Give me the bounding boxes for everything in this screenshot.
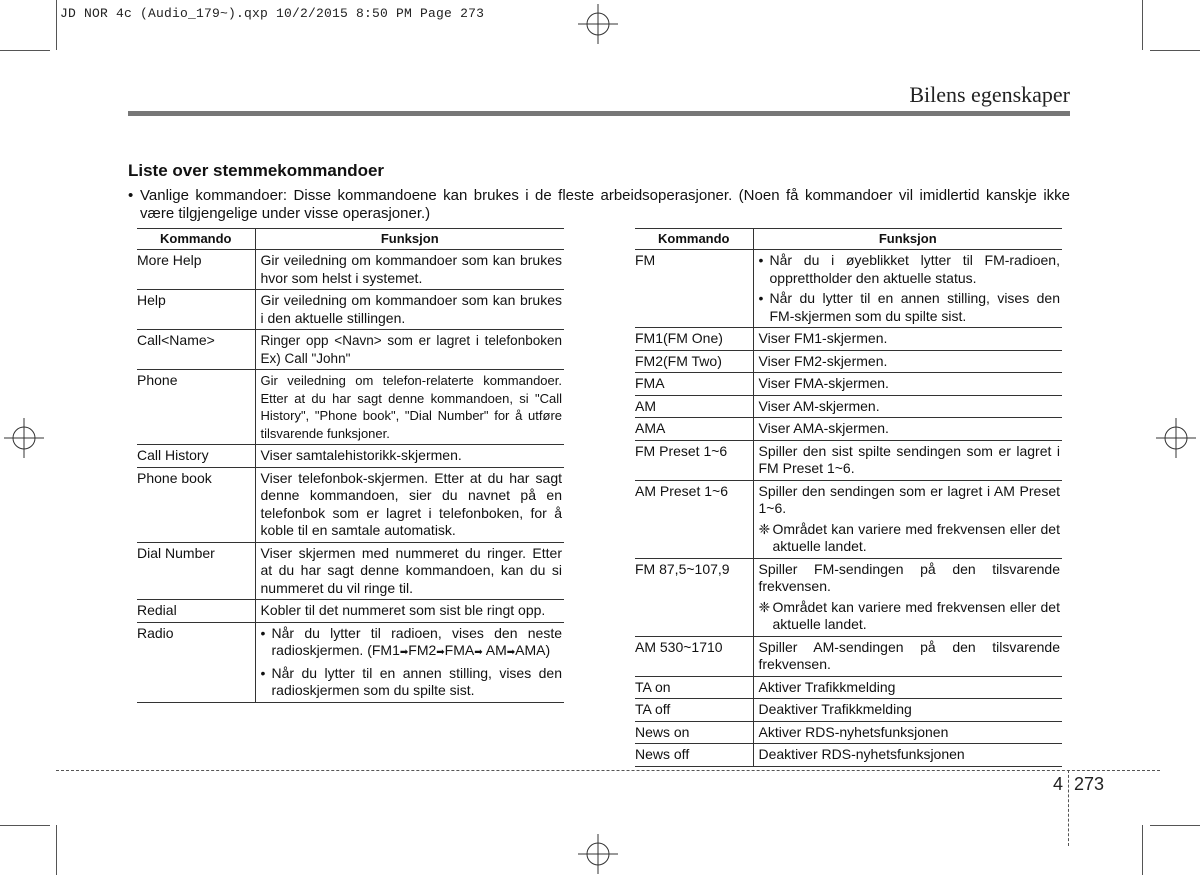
table-row bbox=[137, 600, 564, 623]
command-cell: AMA bbox=[635, 418, 753, 441]
column-header-command: Kommando bbox=[137, 229, 255, 250]
table-row bbox=[137, 290, 564, 330]
note-text: Området kan variere med frekvensen eller det aktuelle landet. bbox=[772, 598, 1060, 632]
intro-text: Vanlige kommandoer: Disse kommandoene kan brukes i de fleste arbeidsoperasjoner. (Noen få kommandoer vil imidlertid kanskje ikke være tilgjengelige under visse operasjoner.) bbox=[140, 187, 1070, 222]
function-cell: Viser FM2-skjermen. bbox=[753, 350, 1062, 373]
function-cell: Deaktiver RDS-nyhetsfunksjonen bbox=[753, 744, 1062, 767]
bullet: • bbox=[260, 664, 266, 681]
note-item bbox=[759, 521, 1061, 556]
bullet-item bbox=[261, 625, 563, 662]
table-row bbox=[137, 445, 564, 468]
arrow-icon: ➡ bbox=[399, 647, 409, 658]
crop-mark bbox=[56, 825, 57, 875]
command-cell: AM bbox=[635, 395, 753, 418]
crop-mark bbox=[0, 825, 50, 826]
table-row bbox=[635, 350, 1062, 373]
table-row bbox=[635, 480, 1062, 558]
table-header-row bbox=[137, 229, 564, 250]
crop-mark bbox=[1142, 825, 1143, 875]
function-cell bbox=[753, 480, 1062, 558]
intro-paragraph bbox=[128, 187, 1070, 223]
bullet: • bbox=[260, 624, 266, 641]
function-text: Spiller den sendingen som er lagret i AM Preset 1~6. bbox=[758, 482, 1060, 516]
note-item bbox=[759, 599, 1061, 634]
crop-mark bbox=[1142, 0, 1143, 50]
table-row bbox=[137, 622, 564, 702]
function-cell: Viser FMA-skjermen. bbox=[753, 373, 1062, 396]
registration-mark-icon bbox=[1156, 418, 1196, 458]
function-cell: Viser telefonbok-skjermen. Etter at du har sagt denne kommandoen, sier du navnet på en telefonbok som er lagret i telefonboken, for å koble til en samtale automatisk. bbox=[255, 467, 564, 542]
radio-text: Når du lytter til radioen, vises den neste radioskjermen. (FM1 bbox=[271, 624, 562, 658]
bullet: • bbox=[128, 187, 134, 204]
command-cell: News off bbox=[635, 744, 753, 767]
function-cell: Gir veiledning om telefon-relaterte kommandoer. Etter at du har sagt denne kommandoen, si "Call History", "Phone book", "Dial Number" for å utføre tilsvarende funksjoner. bbox=[255, 370, 564, 445]
table-row bbox=[635, 418, 1062, 441]
command-cell: More Help bbox=[137, 250, 255, 290]
footer-divider bbox=[1068, 770, 1069, 846]
table-row bbox=[635, 699, 1062, 722]
command-cell: FM Preset 1~6 bbox=[635, 440, 753, 480]
command-cell: FM bbox=[635, 250, 753, 328]
function-cell: Viser AM-skjermen. bbox=[753, 395, 1062, 418]
function-cell: Viser samtalehistorikk-skjermen. bbox=[255, 445, 564, 468]
command-cell: TA on bbox=[635, 676, 753, 699]
command-cell: Redial bbox=[137, 600, 255, 623]
table-row bbox=[635, 395, 1062, 418]
table-row bbox=[137, 370, 564, 445]
table-row bbox=[137, 330, 564, 370]
command-cell: FM 87,5~107,9 bbox=[635, 558, 753, 636]
function-cell: Spiller den sist spilte sendingen som er lagret i FM Preset 1~6. bbox=[753, 440, 1062, 480]
function-cell: Gir veiledning om kommandoer som kan brukes hvor som helst i systemet. bbox=[255, 250, 564, 290]
table-header-row bbox=[635, 229, 1062, 250]
radio-text: AM bbox=[482, 642, 507, 658]
column-header-function: Funksjon bbox=[753, 229, 1062, 250]
command-cell: AM 530~1710 bbox=[635, 636, 753, 676]
bullet-text: Når du lytter til en annen stilling, vises den FM-skjermen som du spilte sist. bbox=[769, 290, 1060, 324]
table-row bbox=[635, 744, 1062, 767]
function-cell: Viser AMA-skjermen. bbox=[753, 418, 1062, 441]
command-cell: Phone book bbox=[137, 467, 255, 542]
command-cell: FMA bbox=[635, 373, 753, 396]
bullet-text: Når du lytter til en annen stilling, vises den radioskjermen som du spilte sist. bbox=[271, 664, 562, 698]
function-cell bbox=[753, 558, 1062, 636]
command-cell: AM Preset 1~6 bbox=[635, 480, 753, 558]
bullet: • bbox=[758, 290, 764, 306]
bullet-text: Når du i øyeblikket lytter til FM-radioen, opprettholder den aktuelle status. bbox=[769, 252, 1060, 286]
footer-dashed-rule bbox=[56, 770, 1160, 771]
page-number: 273 bbox=[1074, 774, 1105, 794]
table-row bbox=[635, 250, 1062, 328]
command-cell: News on bbox=[635, 721, 753, 744]
table-row bbox=[137, 467, 564, 542]
commands-table-left bbox=[137, 228, 564, 703]
table-row bbox=[635, 440, 1062, 480]
running-head: Bilens egenskaper bbox=[909, 82, 1070, 107]
function-cell: Kobler til det nummeret som sist ble ringt opp. bbox=[255, 600, 564, 623]
function-cell bbox=[753, 250, 1062, 328]
table-row bbox=[635, 676, 1062, 699]
table-row bbox=[635, 328, 1062, 351]
arrow-icon: ➡ bbox=[506, 647, 516, 658]
function-cell: Gir veiledning om kommandoer som kan brukes i den aktuelle stillingen. bbox=[255, 290, 564, 330]
function-cell: Deaktiver Trafikkmelding bbox=[753, 699, 1062, 722]
crop-mark bbox=[56, 0, 57, 50]
function-text: Spiller FM-sendingen på den tilsvarende frekvensen. bbox=[758, 560, 1060, 594]
function-cell: Aktiver Trafikkmelding bbox=[753, 676, 1062, 699]
radio-text: FM2 bbox=[408, 642, 437, 658]
bullet-item bbox=[759, 290, 1061, 325]
function-cell: Spiller AM-sendingen på den tilsvarende frekvensen. bbox=[753, 636, 1062, 676]
function-cell: Viser FM1-skjermen. bbox=[753, 328, 1062, 351]
command-cell: Call History bbox=[137, 445, 255, 468]
radio-text: FMA bbox=[444, 642, 475, 658]
commands-table-right bbox=[635, 228, 1062, 767]
note-text: Området kan variere med frekvensen eller det aktuelle landet. bbox=[772, 520, 1060, 554]
registration-mark-icon bbox=[578, 834, 618, 874]
arrow-icon: ➡ bbox=[436, 647, 445, 658]
header-rule bbox=[128, 111, 1070, 116]
table-row bbox=[137, 250, 564, 290]
crop-mark bbox=[1150, 50, 1200, 51]
note-mark-icon: ❈ bbox=[758, 598, 771, 615]
command-cell: Dial Number bbox=[137, 542, 255, 600]
printer-slug: JD NOR 4c (Audio_179~).qxp 10/2/2015 8:50 PM Page 273 bbox=[60, 6, 485, 21]
column-header-command: Kommando bbox=[635, 229, 753, 250]
table-row bbox=[137, 542, 564, 600]
section-title: Liste over stemmekommandoer bbox=[128, 161, 385, 180]
bullet-item bbox=[759, 252, 1061, 287]
command-cell: Radio bbox=[137, 622, 255, 702]
function-cell: Viser skjermen med nummeret du ringer. Etter at du har sagt denne kommandoen, kan du si nummeret du vil ringe til. bbox=[255, 542, 564, 600]
command-cell: FM1(FM One) bbox=[635, 328, 753, 351]
command-cell: Help bbox=[137, 290, 255, 330]
command-cell: TA off bbox=[635, 699, 753, 722]
radio-text: AMA) bbox=[515, 642, 551, 658]
table-row bbox=[635, 721, 1062, 744]
bullet: • bbox=[758, 252, 764, 268]
command-cell: FM2(FM Two) bbox=[635, 350, 753, 373]
function-cell: Aktiver RDS-nyhetsfunksjonen bbox=[753, 721, 1062, 744]
command-cell: Phone bbox=[137, 370, 255, 445]
command-cell: Call<Name> bbox=[137, 330, 255, 370]
note-mark-icon: ❈ bbox=[758, 520, 771, 537]
arrow-icon: ➡ bbox=[474, 647, 483, 658]
table-row bbox=[635, 373, 1062, 396]
table-row bbox=[635, 636, 1062, 676]
chapter-number: 4 bbox=[1053, 774, 1064, 794]
crop-mark bbox=[1150, 825, 1200, 826]
function-cell: Ringer opp <Navn> som er lagret i telefonboken Ex) Call "John" bbox=[255, 330, 564, 370]
bullet-text bbox=[272, 625, 563, 662]
bullet-item bbox=[261, 665, 563, 700]
function-cell bbox=[255, 622, 564, 702]
column-header-function: Funksjon bbox=[255, 229, 564, 250]
table-row bbox=[635, 558, 1062, 636]
crop-mark bbox=[0, 50, 50, 51]
registration-mark-icon bbox=[4, 418, 44, 458]
registration-mark-icon bbox=[578, 4, 618, 44]
